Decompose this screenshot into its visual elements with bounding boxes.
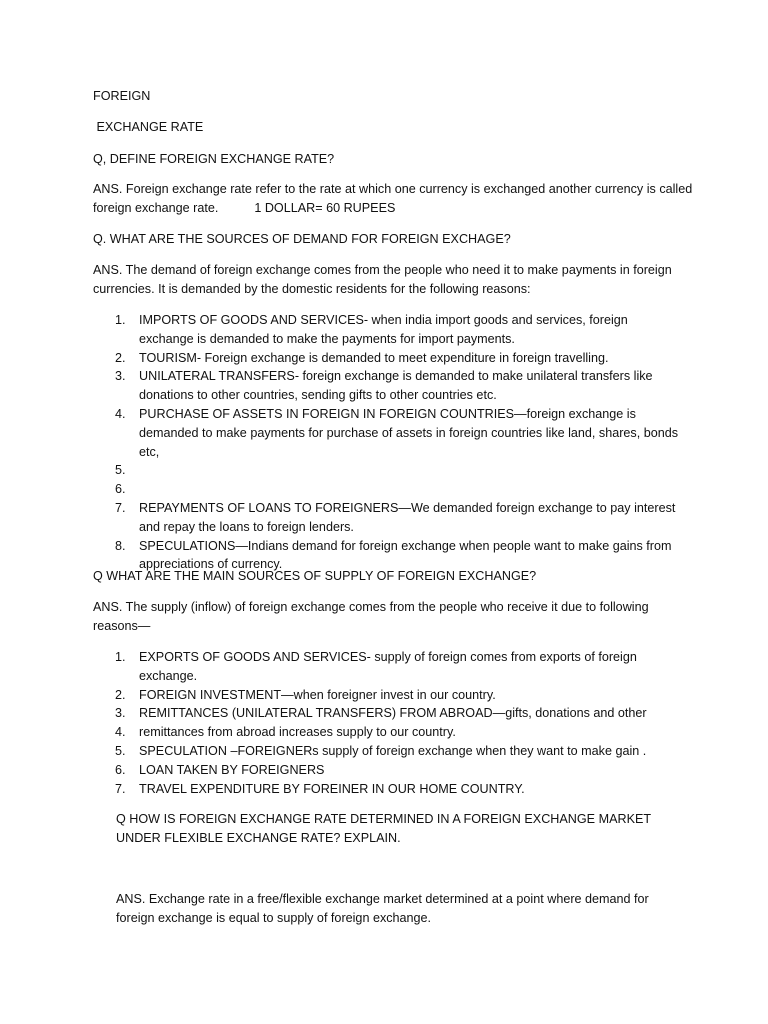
list-item: 5. SPECULATION –FOREIGNERs supply of foreign exchange when they want to make gain . [115, 743, 647, 758]
list-item: 2. TOURISM- Foreign exchange is demanded to meet expenditure in foreign travelling. [115, 350, 609, 365]
list-item: 3. UNILATERAL TRANSFERS- foreign exchange is demanded to make unilateral transfers like donations to other countries, sending gifts to other countries etc. [115, 369, 653, 403]
answer-1 [93, 180, 693, 218]
answer-3: ANS. The supply (inflow) of foreign exchange comes from the people who receive it due to following reasons— [93, 600, 649, 633]
list-item: 4. PURCHASE OF ASSETS IN FOREIGN IN FOREIGN COUNTRIES—foreign exchange is demanded to make payments for purchase of assets in foreign countries like land, shares, bonds etc, [115, 406, 679, 459]
document-subtitle: EXCHANGE RATE [93, 120, 204, 134]
supply-list [93, 648, 683, 798]
list-item: 7. TRAVEL EXPENDITURE BY FOREINER IN OUR HOME COUNTRY. [115, 781, 525, 796]
answer-1-text: ANS. Foreign exchange rate refer to the rate at which one currency is exchanged another currency is called foreign exchange rate. [93, 182, 693, 215]
list-item: 6. LOAN TAKEN BY FOREIGNERS [115, 762, 325, 777]
list-item: 4. remittances from abroad increases supply to our country. [115, 725, 456, 740]
answer-2: ANS. The demand of foreign exchange comes from the people who need it to make payments in foreign currencies. It is demanded by the domestic residents for the following reasons: [93, 263, 672, 296]
answer-1-example: 1 DOLLAR= 60 RUPEES [254, 200, 396, 215]
list-item: 5. [115, 463, 126, 478]
list-item: 6. [115, 482, 126, 497]
demand-list [93, 311, 683, 574]
question-1: Q, DEFINE FOREIGN EXCHANGE RATE? [93, 152, 335, 166]
list-item: 2. FOREIGN INVESTMENT—when foreigner invest in our country. [115, 687, 496, 702]
list-item: 8. SPECULATIONS—Indians demand for foreign exchange when people want to make gains from appreciations of currency. [115, 538, 672, 572]
list-item: 1. EXPORTS OF GOODS AND SERVICES- supply of foreign comes from exports of foreign exchange. [115, 650, 637, 683]
answer-4: ANS. Exchange rate in a free/flexible exchange market determined at a point where demand for foreign exchange is equal to supply of foreign exchange. [116, 892, 649, 925]
document-title: FOREIGN [93, 89, 151, 103]
list-item: 7. REPAYMENTS OF LOANS TO FOREIGNERS—We demanded foreign exchange to pay interest and repay the loans to foreign lenders. [115, 500, 676, 534]
question-3: Q WHAT ARE THE MAIN SOURCES OF SUPPLY OF FOREIGN EXCHANGE? [93, 569, 537, 583]
question-4: Q HOW IS FOREIGN EXCHANGE RATE DETERMINED IN A FOREIGN EXCHANGE MARKET UNDER FLEXIBLE EXCHANGE RATE? EXPLAIN. [116, 812, 651, 845]
question-2: Q. WHAT ARE THE SOURCES OF DEMAND FOR FOREIGN EXCHAGE? [93, 232, 511, 246]
list-item: 3. REMITTANCES (UNILATERAL TRANSFERS) FROM ABROAD—gifts, donations and other [115, 706, 647, 721]
list-item: 1. IMPORTS OF GOODS AND SERVICES- when india import goods and services, foreign exchange is demanded to make the payments for import payments. [115, 313, 628, 346]
